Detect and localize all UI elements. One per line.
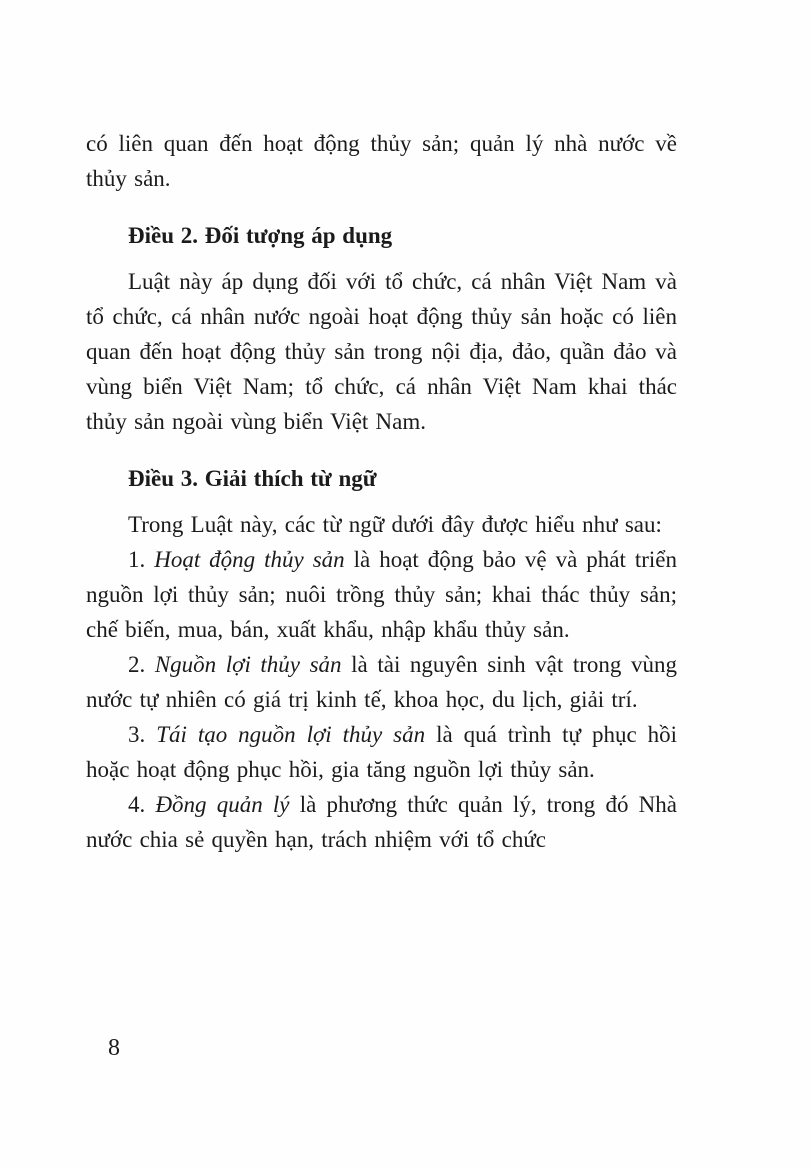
article-3-heading: Điều 3. Giải thích từ ngữ [128, 466, 377, 491]
defined-term: Nguồn lợi thủy sản [154, 652, 342, 677]
definition-item-1 [86, 542, 677, 647]
defined-term: Hoạt động thủy sản [154, 547, 345, 572]
definition-number: 2. [128, 652, 155, 677]
text-block [86, 126, 677, 857]
continuation-paragraph: có liên quan đến hoạt động thủy sản; quản lý nhà nước về thủy sản. [86, 131, 677, 191]
page-number: 8 [108, 1035, 120, 1061]
article-2-body: Luật này áp dụng đối với tổ chức, cá nhân Việt Nam và tổ chức, cá nhân nước ngoài hoạt động thủy sản hoặc có liên quan đến hoạt động thủy sản trong nội địa, đảo, quần đảo và vùng biển Việt Nam; tổ chức, cá nhân Việt Nam khai thác thủy sản ngoài vùng biển Việt Nam. [86, 269, 677, 434]
definition-number: 4. [128, 792, 156, 817]
definition-number: 3. [128, 722, 157, 747]
defined-term: Tái tạo nguồn lợi thủy sản [156, 722, 426, 747]
definition-number: 1. [128, 547, 155, 572]
definition-text: là hoạt động bảo vệ và phát triển nguồn lợi thủy sản; nuôi trồng thủy sản; khai thác thủy sản; chế biến, mua, bán, xuất khẩu, nhập khẩu thủy sản. [86, 547, 677, 642]
definition-text: là quá trình tự phục hồi hoặc hoạt động phục hồi, gia tăng nguồn lợi thủy sản. [86, 722, 678, 782]
definition-item-3 [86, 717, 677, 787]
defined-term: Đồng quản lý [155, 792, 290, 817]
article-2-heading: Điều 2. Đối tượng áp dụng [128, 223, 393, 248]
article-3-intro: Trong Luật này, các từ ngữ dưới đây được hiểu như sau: [128, 512, 662, 537]
definition-text: là tài nguyên sinh vật trong vùng nước tự nhiên có giá trị kinh tế, khoa học, du lịch, giải trí. [86, 652, 677, 712]
definition-text: là phương thức quản lý, trong đó Nhà nước chia sẻ quyền hạn, trách nhiệm với tổ chức [86, 792, 677, 852]
definition-item-4 [86, 787, 677, 857]
definition-item-2 [86, 647, 677, 717]
